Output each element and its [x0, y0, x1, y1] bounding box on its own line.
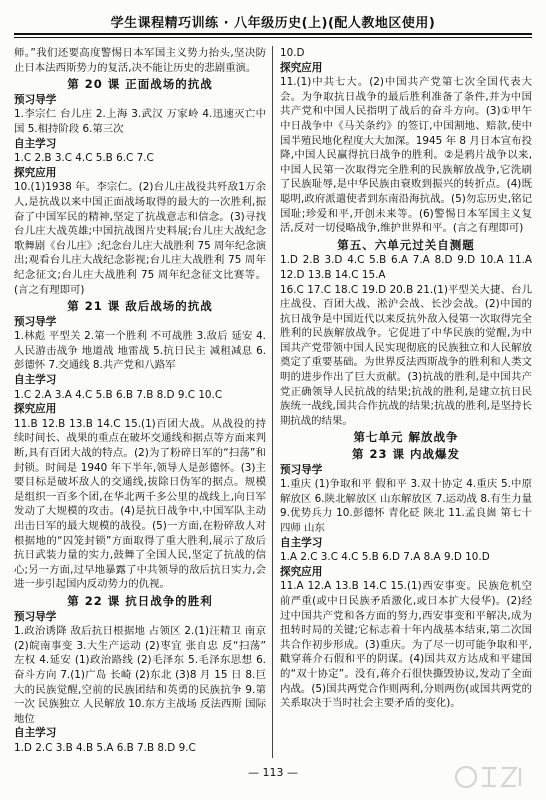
left-column	[14, 46, 266, 756]
header-rule	[14, 33, 532, 35]
explore-heading: 探究应用	[280, 61, 323, 74]
column-divider	[272, 46, 273, 758]
self-study-heading: 自主学习	[14, 137, 57, 150]
lesson-23-preview: 1.重庆 (1)争取和平 假和平 3.双十协定 4.重庆 5.中原解放区 6.陕北解放区 山东解放区 7.运动战 8.有生力量 9.优势兵力 10.彭德怀 青化砭 陕北 11.孟良崮 第七十四师 山东	[280, 478, 532, 534]
lesson-20-explore: 10.(1)1938 年。李宗仁。(2)台儿庄战役共歼敌1万余人,是抗战以来中国正面战场取得的最大的一次胜利,振奋了中国军民的精神,坚定了抗战意志和信念。(3)寻找台儿庄大战英雄;中国抗战图片史料展;台儿庄大战纪念歌舞剧《台儿庄》;纪念台儿庄大战胜利 75 周年纪念演出;观看台儿庄大战纪念影视;台儿庄大战胜利 75 周年纪念征文;台儿庄大战胜利 75 周年纪念征文比赛等。(言之有理即可)	[14, 181, 266, 296]
page-number: — 113 —	[248, 766, 298, 779]
lesson-22-title: 第 22 课 抗日战争的胜利	[67, 593, 213, 608]
lesson-20-preview: 1.李宗仁 台儿庄 2.上海 3.武汉 万家岭 4.迅速灭亡中国 5.相持阶段 6.第三次	[14, 108, 266, 135]
self-study-heading: 自主学习	[280, 536, 323, 549]
unit-5-6-answers-2: 16.C 17.C 18.C 19.D 20.B 21.(1)平型关大捷、台儿庄战役、百团大战、淞沪会战、长沙会战。(2)中国的抗日战争是中国近代以来反抗外敌入侵第一次取得完全胜利的民族解放战争。它促进了中华民族的觉醒,为中国共产党带领中国人民实现彻底的民族独立和人民解放奠定了重要基础。为世界反法西斯战争的胜利和人类文明的进步作出了巨大贡献。(3)抗战的胜利,是中国共产党正确领导人民抗战的结果;抗战的胜利,是建立抗日民族统一战线,国共合作抗战的结果;抗战的胜利,是坚持长期抗战的结果。	[280, 283, 532, 427]
right-column	[280, 46, 532, 711]
preview-heading: 预习导学	[14, 610, 57, 623]
lesson-21-self: 1.C 2.A 3.A 4.C 5.B 6.B 7.B 8.D 9.C 10.C	[14, 388, 223, 401]
preview-heading: 预习导学	[14, 315, 57, 328]
explore-heading: 探究应用	[14, 403, 57, 416]
preview-heading: 预习导学	[280, 463, 323, 476]
lesson-20-title: 第 20 课 正面战场的抗战	[67, 77, 213, 92]
intro-paragraph: 师。”我们还要高度警惕日本军国主义势力抬头,坚决防止日本法西斯势力的复活,决不能让历史的悲剧重演。	[14, 47, 266, 74]
lesson-21-preview: 1.林彪 平型关 2.第一个胜利 不可战胜 3.敌后 延安 4.人民游击战争 地道战 地雷战 5.抗日民主 减租减息 6.彭德怀 7.交通线 8.共产党和八路军	[14, 330, 266, 372]
book-title: 学生课程精巧训练 · 八年级历史(上)(配人教地区使用)	[110, 16, 436, 31]
preview-heading: 预习导学	[14, 93, 57, 106]
lesson-23-explore: 11.A 12.A 13.B 14.C 15.(1)西安事变。民族危机空前严重(或中日民族矛盾激化,或日本扩大侵华)。(2)经过中国共产党和各方面的努力,西安事变和平解决,成为扭转时局的关键;它标志着十年内战基本结束,第二次国共合作初步形成。(3)重庆。为了尽一切可能争取和平,戳穿蒋介石假和平的阴谋。(4)国共双方达成和平建国的“双十协定”。没有,蒋介石很快撕毁协议,发动了全面内战。(5)国共两党合作则两利,分则两伤(或国共两党的关系取决于当时社会主要矛盾的变化)。	[280, 580, 532, 710]
unit-5-6-answers-1: 1.D 2.B 3.D 4.C 5.B 6.A 7.A 8.D 9.D 10.A 11.A 12.D 13.B 14.C 15.A	[280, 254, 532, 281]
explore-heading: 探究应用	[280, 565, 323, 578]
lesson-23-self: 1.A 2.C 3.C 4.C 5.B 6.D 7.A 8.A 9.D 10.D	[280, 551, 490, 564]
lesson-22-self: 1.D 2.C 3.B 4.B 5.A 6.B 7.B 8.D 9.C	[14, 741, 196, 754]
lesson-21-title: 第 21 课 敌后战场的抗战	[67, 299, 213, 314]
lesson-22-self-cont: 10.D	[280, 47, 305, 59]
lesson-20-self: 1.C 2.B 3.C 4.C 5.B 6.C 7.C	[14, 152, 154, 165]
self-study-heading: 自主学习	[14, 727, 57, 740]
lesson-22-explore: 11.(1)中共七大。(2)中国共产党第七次全国代表大会。为争取抗日战争的最后胜利准备了条件,并为中国共产党和中国人民指明了战后的奋斗方向。(3)①甲午中日战争中《马关条约》的签订,中国割地、赔款,使中国半殖民地化程度大大加深。1945 年 8 月日本宣布投降,中国人民赢得抗日战争的胜利。②是鸦片战争以来,中国人民第一次取得完全胜利的民族解放战争,它洗刷了民族耻辱,是中华民族由衰败到振兴的转折点。(4)既聪明,政府派遣使者到东南沿海抗战。(5)勿忘历史,铭记国耻;珍爱和平,开创未来等。(6)警惕日本军国主义复活,反对一切侵略战争,维护世界和平。(言之有理即可)	[280, 76, 532, 235]
lesson-22-preview: 1.政治诱降 敌后抗日根据地 占领区 2.(1)汪精卫 南京 (2)皖南事变 3.大生产运动 (2)枣宜 张自忠 反“扫荡” 左权 4.延安 (1)政治路线 (2)毛泽东 5.毛泽东思想 6.奋斗方向 7.(1)广岛 长崎 (2)东北 (3)8 月 15 日 8.巨大的民族觉醒,空前的民族团结和英勇的民族抗争 9.第一次 民族独立 人民解放 10.东方主战场 反法西斯 国际地位	[14, 625, 266, 725]
explore-heading: 探究应用	[14, 166, 57, 179]
lesson-23-title: 第 23 课 内战爆发	[351, 447, 460, 462]
unit-5-6-test-title: 第五、六单元过关自测题	[337, 237, 475, 252]
watermark-logo-icon	[452, 760, 532, 794]
self-study-heading: 自主学习	[14, 374, 57, 387]
header-rule-thin	[14, 37, 532, 38]
lesson-21-explore: 11.B 12.B 13.B 14.C 15.(1)百团大战。从战役的持续时间长、战果的重点在破坏交通线和据点等方面来判断,具有百团大战的特点。(2)为了粉碎日军的“扫荡”和封锁。时间是 1940 年下半年,领导人是彭德怀。(3)主要目标是破坏敌人的交通线,拔除日伪军的据点。规模是组织一百多个团,在华北两千多公里的战线上,向日军发动了大规模的攻击。(4)是抗日战争中,中国军队主动出击日军的最大规模的战役。(5)一方面,在粉碎敌人对根据地的“囚笼封锁”方面取得了重大胜利,展示了敌后抗日武装力量的实力,鼓舞了全国人民,坚定了抗战的信心;另一方面,过早地暴露了中共领导的敌后抗日实力,会进一步引起国内反动势力的仇视。	[14, 417, 266, 591]
unit-7-title: 第七单元 解放战争	[353, 430, 459, 445]
page-header	[0, 0, 546, 40]
